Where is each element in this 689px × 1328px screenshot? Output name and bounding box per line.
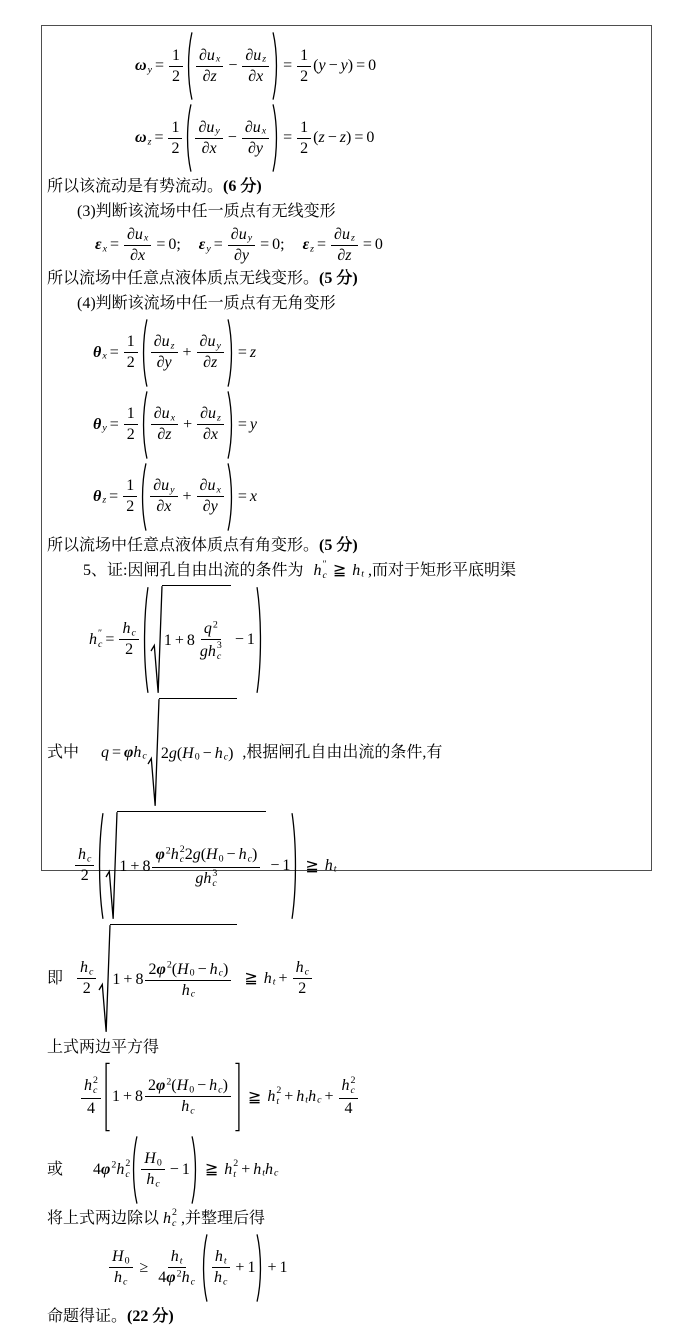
- formula-epsilon: ε x = ∂ u x ∂ x = 0 ; ε y = ∂ u y ∂ y = 0 ; ε z = ∂ u z ∂ z = 0: [95, 226, 383, 264]
- line-question-4: [47, 293, 646, 315]
- divide-text-a: 将上式两边除以: [47, 1209, 160, 1227]
- formula-theta-y: θ y = $\frac{1}{2}$ ∂ u x ∂ z + ∂ u z ∂ x = y: [93, 390, 646, 460]
- line-shizhong: [47, 698, 646, 808]
- square-text: 上式两边平方得: [47, 1038, 160, 1056]
- score-5b: (5 分): [319, 536, 358, 554]
- document-page: [41, 25, 652, 1325]
- formula-theta-x: θ x = $\frac{1}{2}$ ∂ u z ∂ y + ∂ u y ∂ z = z: [93, 318, 646, 388]
- proof-text-b: ,而对于矩形平底明渠: [368, 561, 517, 579]
- line-divide: [47, 1208, 646, 1230]
- score-22: (22 分): [127, 1307, 174, 1325]
- shizhong-text: 式中: [47, 743, 80, 761]
- formula-squared: h 2 c 4 1 + 8 2 φ 2 ( H 0 − h c ) h c ≧ h 2 t + h t h c + h 2 c 4: [79, 1062, 646, 1132]
- formula-q: q = φ h c 2 g ( H 0 − h c ): [101, 698, 238, 808]
- ji-text: 即: [47, 969, 64, 987]
- formula-omega-z: ω z = $\frac{1}{2}$ ∂ u y ∂ x − ∂ u x ∂ y = $\frac{1}{2}$ ( z − z ) = 0: [135, 103, 646, 173]
- line-square: [47, 1037, 646, 1059]
- angular-text: 所以流场中任意点液体质点有角变形。: [47, 536, 320, 554]
- formula-omega-y: ω y = $\frac{1}{2}$ ∂ u x ∂ z − ∂ u z ∂ x = $\frac{1}{2}$ ( y − y ) = 0: [135, 31, 646, 101]
- line-qed: [47, 1306, 646, 1328]
- question-4-text: (4)判断该流场中任一质点有无角变形: [77, 294, 336, 312]
- formula-huo: 4 φ 2 h 2 c H 0 h c − 1 ≧ h 2 t + h t h c: [93, 1135, 278, 1205]
- line-huo: [47, 1135, 646, 1205]
- score-6: (6 分): [223, 178, 262, 195]
- huo-text: 或: [47, 1160, 64, 1178]
- qed-text: 命题得证。: [47, 1307, 128, 1325]
- line-potential-flow: [47, 176, 646, 198]
- no-linear-text: 所以流场中任意点液体质点无线变形。: [47, 269, 320, 287]
- formula-theta-z: θ z = $\frac{1}{2}$ ∂ u y ∂ x + ∂ u x ∂ y = x: [93, 462, 646, 532]
- formula-substituted: h c 2 1 + 8 φ 2 h 2 c 2 g ( H 0 − h c ) g h 3 c − 1 ≧ h t: [73, 811, 646, 921]
- potential-text: 所以该流动是有势流动。: [47, 178, 224, 195]
- line-ji: [47, 924, 646, 1034]
- formula-final: H 0 h c ≥ h t 4 φ 2 h c h t h c + 1 + 1: [107, 1233, 646, 1303]
- score-5a: (5 分): [319, 269, 358, 287]
- formula-hc-condition: h ″ c ≧ h t: [313, 559, 365, 581]
- question-3-text: (3)判断该流场中任一质点有无线变形: [77, 203, 336, 220]
- line-no-linear: [47, 268, 646, 290]
- divide-text-b: ,并整理后得: [180, 1209, 265, 1227]
- line-angular: [47, 535, 646, 557]
- cond-text-b: ,根据闸孔自由出流的条件,有: [242, 743, 443, 761]
- formula-hc-squared: h 2 c: [163, 1207, 177, 1229]
- line-proof-start: [47, 560, 646, 582]
- line-question-3: [47, 201, 646, 223]
- formula-ji: h c 2 1 + 8 2 φ 2 ( H 0 − h c ) h c ≧ h t + h c 2: [75, 924, 314, 1034]
- proof-text-a: 5、证:因闸孔自由出流的条件为: [83, 561, 304, 579]
- formula-hc-double-prime: h ″ c = h c 2 1 + 8 q 2 g h 3 c − 1: [89, 585, 646, 695]
